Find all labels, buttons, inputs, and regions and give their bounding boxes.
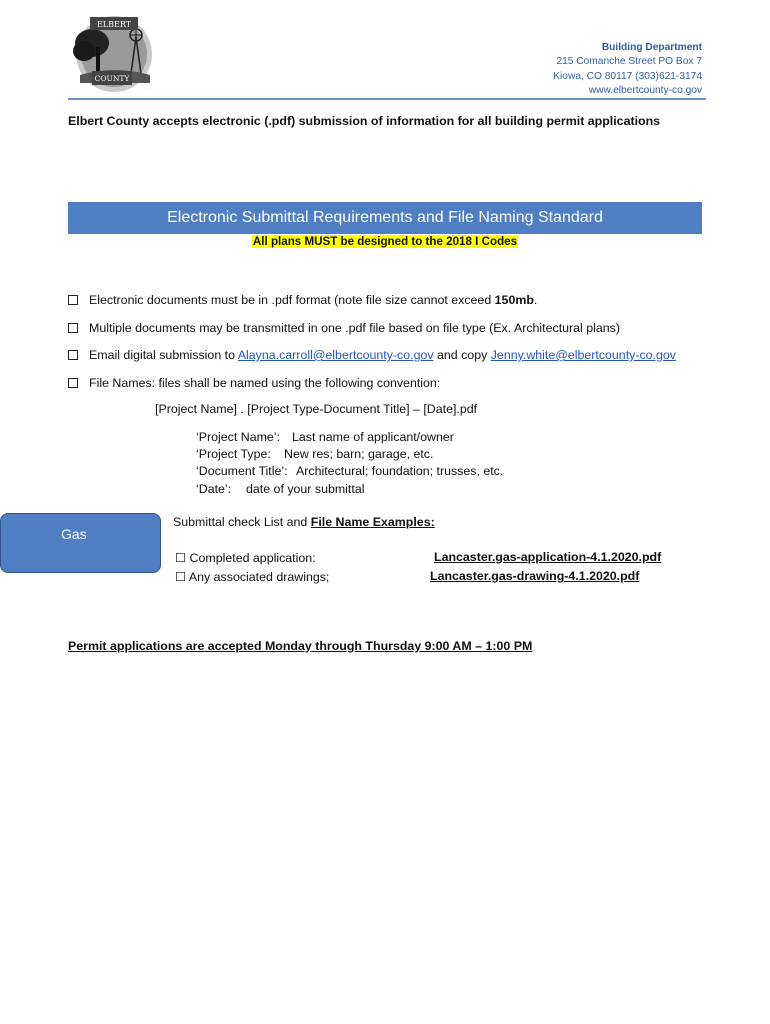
email-link-jenny[interactable]: Jenny.white@elbertcounty-co.gov bbox=[490, 348, 676, 362]
code-requirement-note bbox=[0, 235, 770, 248]
checkbox-icon[interactable] bbox=[68, 350, 78, 360]
office-hours-notice: Permit applications are accepted Monday through Thursday 9:00 AM – 1:00 PM bbox=[68, 639, 533, 653]
requirement-item-pdf-format bbox=[68, 293, 537, 307]
definition-row: ‘Document Title’: Architectural; foundation; trusses, etc. bbox=[196, 464, 504, 479]
svg-text:COUNTY: COUNTY bbox=[94, 74, 130, 83]
requirement-item-multiple-docs bbox=[68, 321, 620, 335]
definition-row: ‘Project Name’: Last name of applicant/owner bbox=[196, 430, 454, 444]
checklist-item-application[interactable]: ☐ Completed application: bbox=[175, 551, 316, 565]
requirement-text: File Names: files shall be named using the following convention: bbox=[89, 376, 441, 390]
email-link-alayna[interactable]: Alayna.carroll@elbertcounty-co.gov bbox=[237, 348, 434, 362]
file-naming-convention: [Project Name] . [Project Type-Document Title] – [Date].pdf bbox=[155, 402, 478, 416]
highlighted-code-text: All plans MUST be designed to the 2018 I Codes bbox=[252, 235, 518, 248]
elbert-county-seal-logo bbox=[70, 13, 158, 95]
svg-text:EST. 1874: EST. 1874 bbox=[133, 87, 151, 91]
department-website-link[interactable]: www.elbertcounty-co.gov bbox=[588, 85, 702, 97]
definition-row: ‘Date’: date of your submittal bbox=[196, 481, 365, 496]
checklist-item-drawings[interactable]: ☐ Any associated drawings; bbox=[175, 570, 330, 584]
department-contact-block bbox=[553, 41, 702, 99]
checkbox-icon[interactable] bbox=[68, 323, 78, 333]
naming-definitions bbox=[196, 429, 503, 498]
requirement-item-file-names bbox=[68, 376, 440, 390]
department-city-phone: Kiowa, CO 80117 (303)621-3174 bbox=[553, 70, 702, 82]
example-filename-drawing: Lancaster.gas-drawing-4.1.2020.pdf bbox=[430, 569, 640, 583]
department-name: Building Department bbox=[601, 42, 702, 53]
definition-row: ‘Project Type: New res; barn; garage, etc. bbox=[196, 447, 434, 462]
svg-text:ELBERT: ELBERT bbox=[96, 20, 132, 29]
requirement-text: Email digital submission to Alayna.carroll@elbertcounty-co.gov and copy Jenny.white@elbertcounty-co.gov bbox=[89, 348, 676, 362]
department-address: 215 Comanche Street PO Box 7 bbox=[556, 56, 702, 68]
header-divider bbox=[68, 98, 706, 100]
example-filename-application: Lancaster.gas-application-4.1.2020.pdf bbox=[434, 550, 662, 564]
gas-button[interactable]: Gas bbox=[0, 513, 161, 573]
checkbox-icon[interactable] bbox=[68, 295, 78, 305]
requirement-item-email bbox=[68, 348, 676, 362]
checkbox-icon[interactable] bbox=[68, 378, 78, 388]
requirement-text: Multiple documents may be transmitted in one .pdf file based on file type (Ex. Architectural plans) bbox=[89, 321, 621, 335]
intro-statement: Elbert County accepts electronic (.pdf) submission of information for all building permit applications bbox=[68, 114, 661, 128]
checklist-title: Submittal check List and File Name Examples: bbox=[173, 515, 435, 529]
requirement-text: Electronic documents must be in .pdf format (note file size cannot exceed 150mb. bbox=[89, 293, 538, 307]
section-banner-title: Electronic Submittal Requirements and File Naming Standard bbox=[68, 202, 702, 234]
